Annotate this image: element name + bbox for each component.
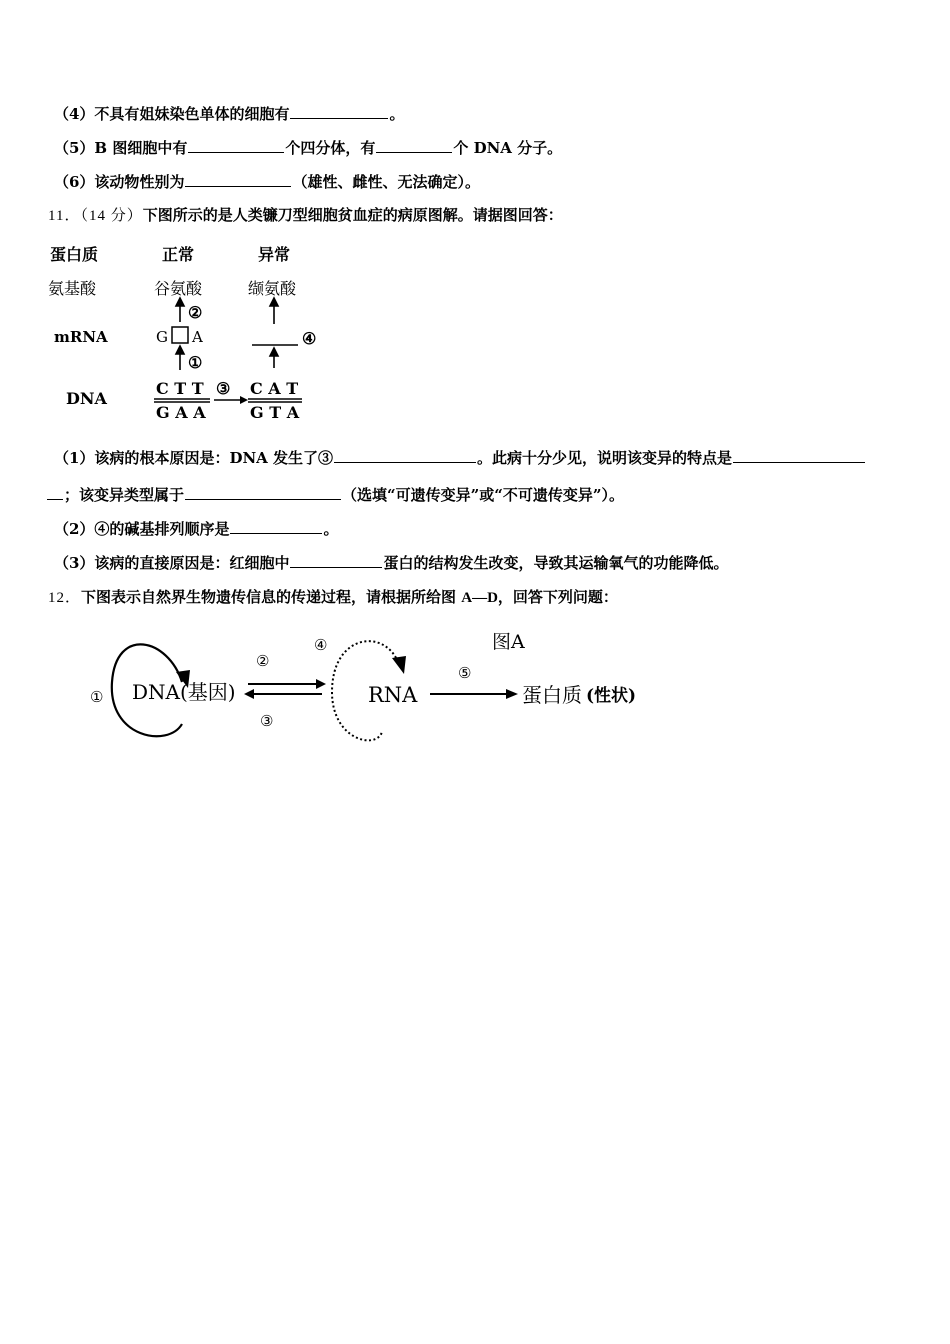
dna-gene-label: DNA(基因) (132, 680, 236, 704)
rna-label: RNA (368, 683, 418, 707)
protein-label: 蛋白质 (522, 683, 582, 707)
question-12-text-1: 下图表示自然界生物遗传信息的传递过程，请根据所给图 (81, 588, 462, 606)
dna-normal-top: C T T (156, 379, 204, 398)
question-12-stem (48, 587, 618, 608)
question-11-3 (54, 552, 728, 573)
central-dogma-diagram (80, 622, 680, 752)
mrna-left-base: G (156, 328, 168, 346)
label-mrna: mRNA (54, 328, 108, 346)
q10-6-text-2: （雄性、雌性、无法确定）。 (292, 173, 480, 191)
dna-abnormal-bottom: G T A (250, 403, 300, 422)
dna-abnormal-top: C A T (250, 379, 299, 398)
question-10-4 (54, 103, 404, 124)
mutation-arrowhead (240, 396, 248, 404)
arrowhead (270, 348, 278, 356)
dna-normal-bottom: G A A (156, 403, 206, 422)
question-12-number: 12． (48, 590, 82, 606)
header-abnormal: 异常 (258, 245, 291, 264)
question-11-number: 11． (48, 208, 81, 224)
q10-5-text-1: （5）B 图细胞中有 (54, 139, 188, 157)
reverse-transcription-arrowhead (244, 689, 254, 699)
arrowhead (176, 346, 184, 354)
mark-2: ② (256, 652, 270, 670)
q10-4-suffix: 。 (389, 105, 405, 123)
label-dna: DNA (66, 389, 107, 408)
header-normal: 正常 (162, 245, 195, 264)
trait-label: (性状) (586, 686, 637, 706)
answer-blank[interactable] (290, 103, 388, 119)
figure-title: 图A (492, 631, 525, 653)
q11-1-text-1: （1）该病的根本原因是：DNA 发生了③ (54, 449, 334, 467)
mark-3: ③ (216, 379, 231, 398)
question-11-1-line-1 (54, 447, 866, 468)
label-amino-acid: 氨基酸 (48, 279, 97, 298)
arrowhead (270, 298, 278, 306)
mrna-blank-box[interactable] (172, 327, 188, 343)
question-11-text: 下图所示的是人类镰刀型细胞贫血症的病原图解。请据图回答： (142, 206, 563, 224)
q11-3-text-1: （3）该病的直接原因是：红细胞中 (54, 554, 290, 572)
question-11-stem (48, 205, 563, 226)
transcription-arrowhead (316, 679, 326, 689)
sickle-cell-diagram (40, 236, 340, 430)
mrna-right-base: A (192, 328, 203, 346)
answer-blank[interactable] (185, 171, 291, 187)
mark-1: ① (188, 353, 203, 372)
mark-5: ⑤ (458, 664, 472, 682)
q11-2-text-2: 。 (323, 520, 339, 538)
translation-arrowhead (506, 689, 518, 699)
mark-4: ④ (302, 329, 317, 348)
question-12-figure-range: A—D (461, 590, 498, 606)
mark-2: ② (188, 303, 203, 322)
answer-blank[interactable] (733, 447, 865, 463)
q11-2-text-1: （2）④的碱基排列顺序是 (54, 520, 230, 538)
answer-blank[interactable] (334, 447, 476, 463)
q10-5-text-2: 个四分体，有 (285, 139, 376, 157)
answer-blank[interactable] (185, 484, 341, 500)
amino-normal: 谷氨酸 (154, 279, 203, 298)
answer-blank[interactable] (230, 518, 322, 534)
mark-1: ① (90, 688, 104, 706)
amino-abnormal: 缬氨酸 (248, 279, 297, 298)
arrowhead (176, 298, 184, 306)
q11-1-text-2: 。此病十分少见，说明该变异的特点是 (477, 449, 733, 467)
q10-4-text: （4）不具有姐妹染色单体的细胞有 (54, 105, 290, 123)
q11-1-text-3: ；该变异类型属于 (64, 486, 185, 504)
answer-blank[interactable] (376, 137, 452, 153)
question-12-text-2: ，回答下列问题： (497, 588, 618, 606)
question-11-2 (54, 518, 338, 539)
question-10-5 (54, 137, 562, 158)
mark-3: ③ (260, 712, 274, 730)
q11-1-text-4: （选填“可遗传变异”或“不可遗传变异”）。 (342, 486, 625, 504)
question-10-6 (54, 171, 480, 192)
question-11-score: （14 分） (80, 208, 143, 224)
q10-6-text-1: （6）该动物性别为 (54, 173, 185, 191)
q10-5-text-3: 个 DNA 分子。 (453, 139, 563, 157)
answer-blank[interactable] (290, 552, 382, 568)
mark-4: ④ (314, 636, 328, 654)
answer-blank[interactable] (188, 137, 284, 153)
label-protein: 蛋白质 (50, 245, 99, 264)
rna-replication-arrowhead (392, 656, 406, 674)
answer-blank-continuation[interactable] (47, 484, 63, 500)
q11-3-text-2: 蛋白的结构发生改变，导致其运输氧气的功能降低。 (383, 554, 729, 572)
question-11-1-line-2 (46, 484, 624, 505)
